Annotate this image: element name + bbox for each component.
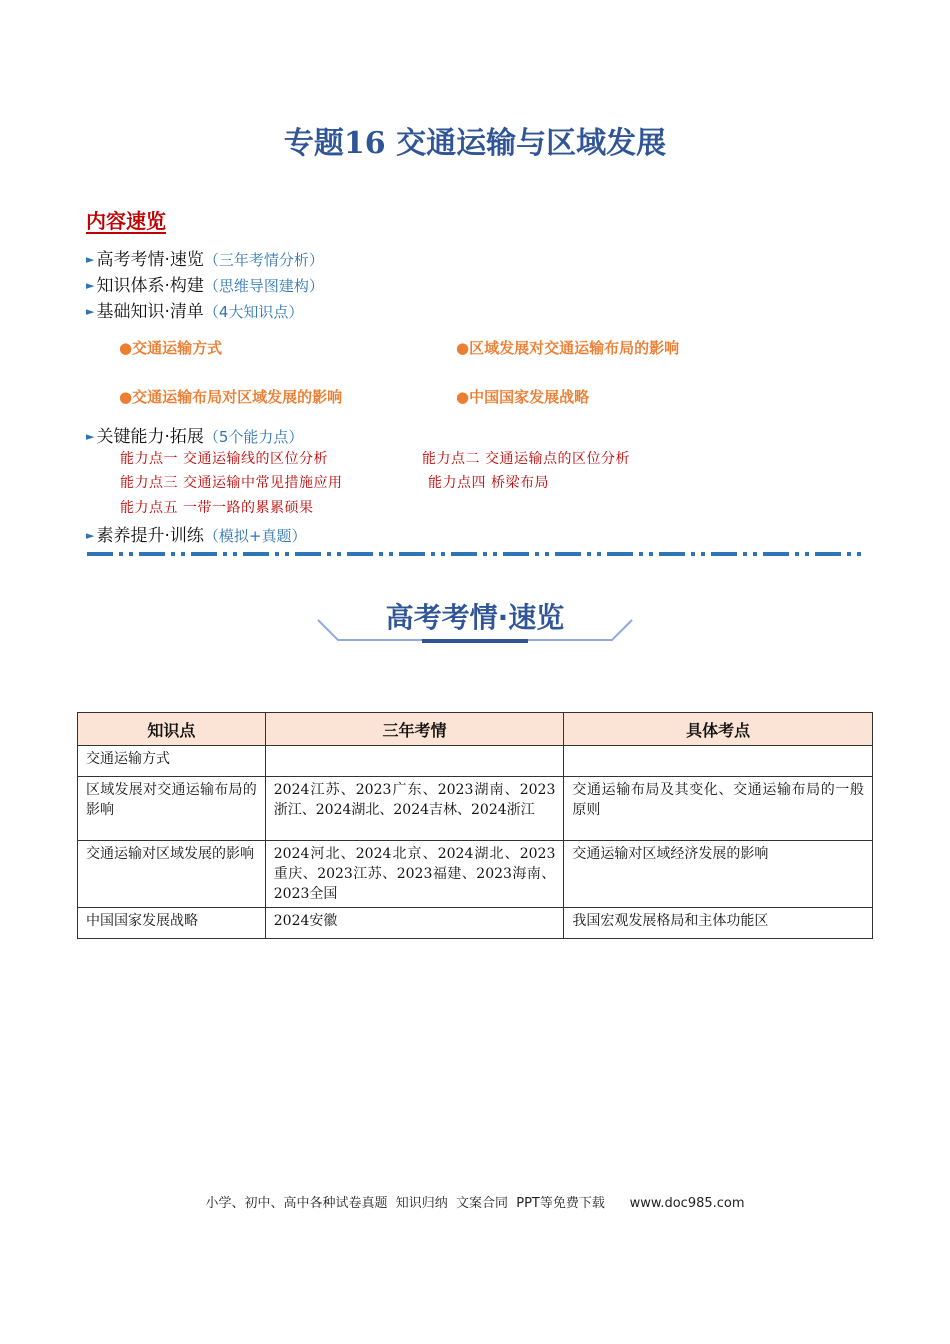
toc-item-exam-overview[interactable] (86, 245, 324, 270)
knowledge-point[interactable]: ●交通运输布局对区域发展的影响 (119, 388, 343, 406)
ability-point[interactable]: 能力点四 桥梁布局 (428, 475, 549, 491)
table-header-row (78, 713, 873, 746)
ability-point[interactable]: 能力点三 交通运输中常见措施应用 (120, 475, 343, 491)
arrow-right-icon: ► (86, 430, 95, 443)
table-row (78, 908, 873, 939)
header-specific-points: 具体考点 (564, 713, 873, 746)
header-three-year-trend: 三年考情 (265, 713, 564, 746)
toc-item-note: （模拟+真题） (203, 527, 307, 545)
section-banner-title: 高考考情·速览 (385, 601, 565, 634)
page-title: 专题16 交通运输与区域发展 (283, 126, 667, 161)
toc-item-basic-knowledge[interactable] (86, 297, 303, 322)
cell-specific-points: 交通运输对区域经济发展的影响 (564, 841, 873, 908)
cell-exam-years (265, 746, 564, 777)
arrow-right-icon: ► (86, 253, 95, 266)
toc-item-note: （思维导图建构） (203, 277, 324, 295)
cell-exam-years: 2024安徽 (265, 908, 564, 939)
toc-item-label: 关键能力·拓展 (96, 427, 204, 447)
cell-knowledge-point: 交通运输方式 (78, 746, 266, 777)
knowledge-point[interactable]: ●区域发展对交通运输布局的影响 (456, 339, 680, 357)
toc-item-note: （5个能力点） (203, 428, 304, 446)
cell-exam-years: 2024河北、2024北京、2024湖北、2023重庆、2023江苏、2023福建、2023海南、2023全国 (265, 841, 564, 908)
cell-specific-points: 我国宏观发展格局和主体功能区 (564, 908, 873, 939)
cell-knowledge-point: 中国国家发展战略 (78, 908, 266, 939)
cell-exam-years: 2024江苏、2023广东、2023湖南、2023浙江、2024湖北、2024吉林、2024浙江 (265, 777, 564, 841)
table-row (78, 746, 873, 777)
page-footer: 小学、初中、高中各种试卷真题 知识归纳 文案合同 PPT等免费下载 www.doc985.com (205, 1196, 745, 1211)
cell-specific-points: 交通运输布局及其变化、交通运输布局的一般原则 (564, 777, 873, 841)
toc-item-label: 知识体系·构建 (96, 276, 204, 296)
dash-dot-divider (87, 551, 864, 557)
toc-item-note: （三年考情分析） (203, 251, 324, 269)
arrow-right-icon: ► (86, 529, 95, 542)
arrow-right-icon: ► (86, 279, 95, 292)
arrow-right-icon: ► (86, 305, 95, 318)
toc-heading: 内容速览 (86, 209, 166, 233)
table-row (78, 777, 873, 841)
cell-specific-points (564, 746, 873, 777)
header-knowledge-point: 知识点 (78, 713, 266, 746)
ability-point[interactable]: 能力点一 交通运输线的区位分析 (120, 451, 328, 467)
table-row (78, 841, 873, 908)
toc-item-note: （4大知识点） (203, 303, 304, 321)
cell-knowledge-point: 区域发展对交通运输布局的影响 (78, 777, 266, 841)
toc-item-literacy-training[interactable] (86, 521, 306, 546)
toc-item-knowledge-system[interactable] (86, 271, 324, 296)
toc-item-label: 素养提升·训练 (96, 526, 204, 546)
exam-analysis-table (77, 712, 873, 939)
ability-point[interactable]: 能力点五 一带一路的累累硕果 (120, 500, 314, 516)
toc-item-key-abilities[interactable] (86, 422, 303, 447)
toc-item-label: 基础知识·清单 (96, 302, 204, 322)
knowledge-point[interactable]: ●交通运输方式 (119, 339, 223, 357)
knowledge-point[interactable]: ●中国国家发展战略 (456, 388, 590, 406)
ability-point[interactable]: 能力点二 交通运输点的区位分析 (422, 451, 630, 467)
toc-item-label: 高考考情·速览 (96, 250, 204, 270)
cell-knowledge-point: 交通运输对区域发展的影响 (78, 841, 266, 908)
